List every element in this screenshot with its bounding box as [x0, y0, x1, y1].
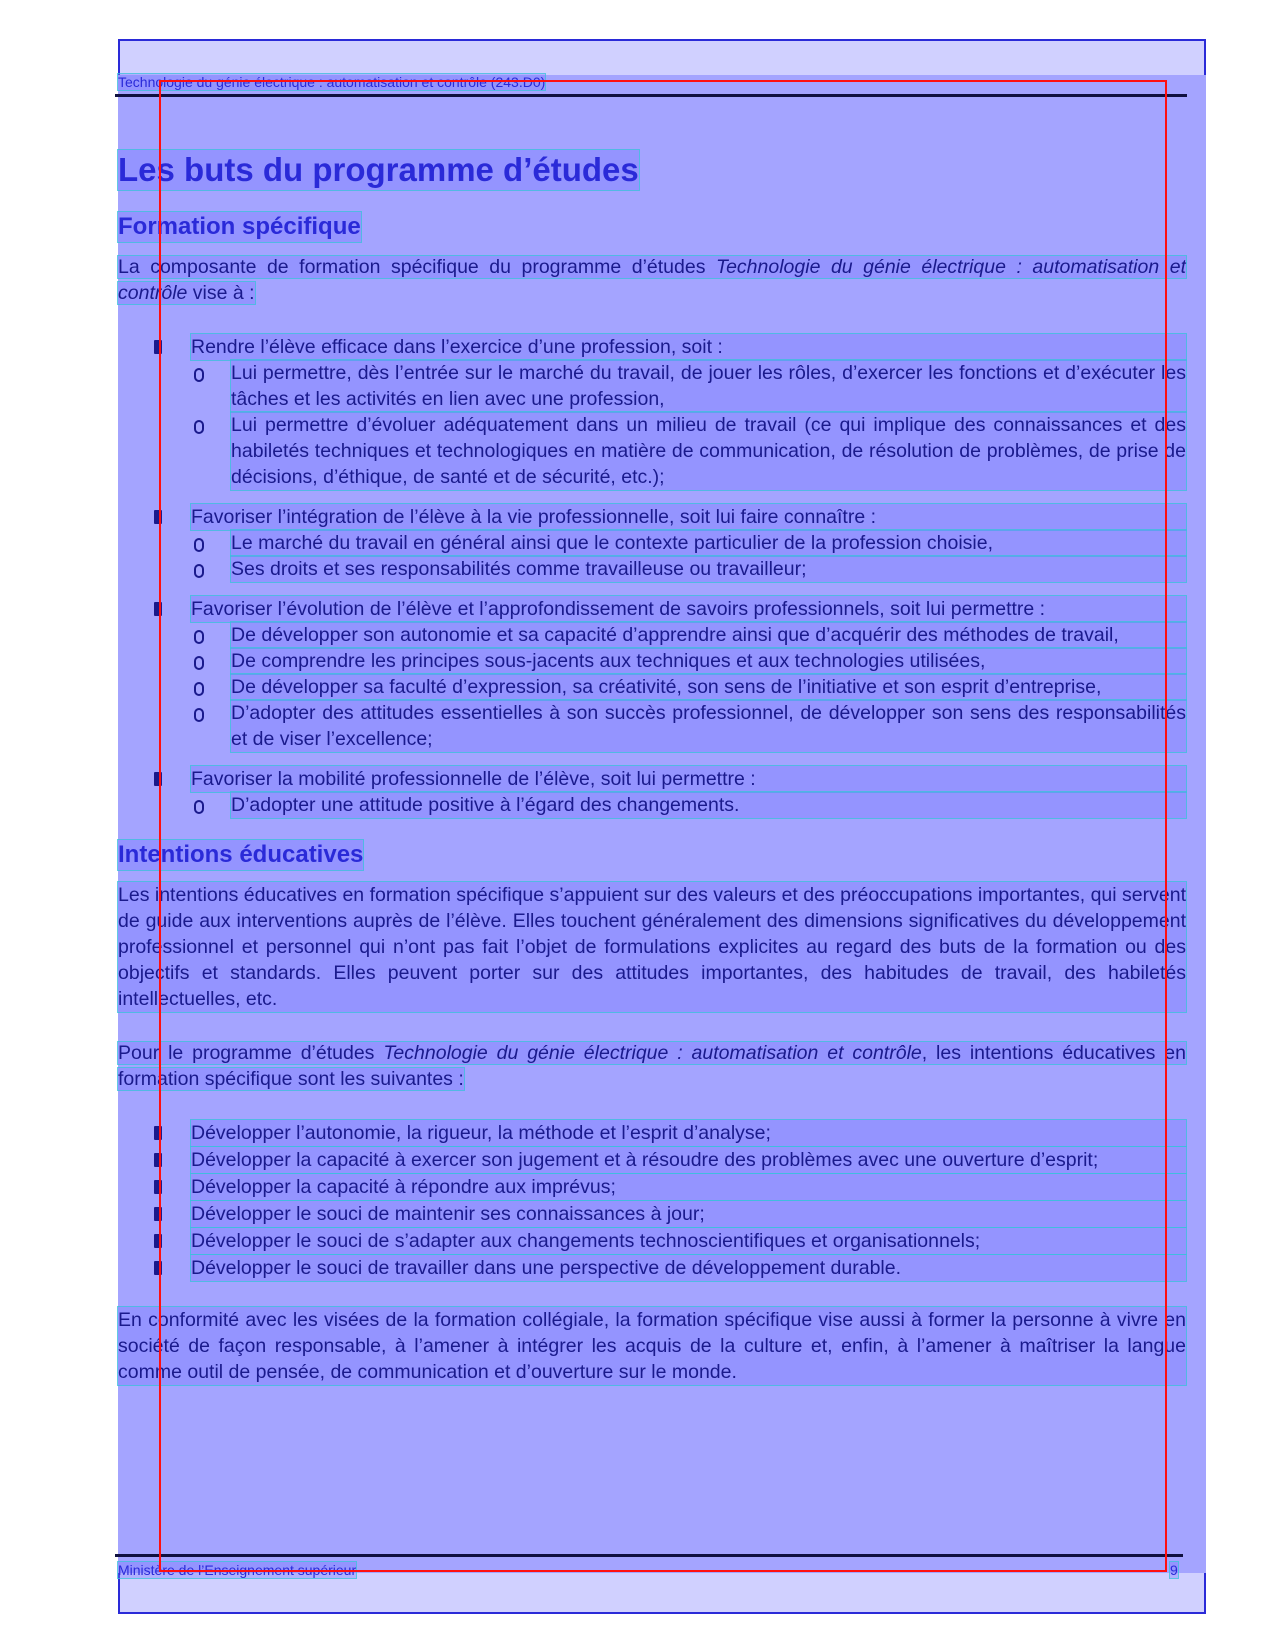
goal-item [118, 504, 1186, 582]
bullet-icon [154, 1180, 162, 1194]
sub-item-text: D’adopter des attitudes essentielles à son succès professionnel, de développer son sens des responsabilités et de viser l’excellence; [231, 702, 1186, 750]
sub-item [191, 792, 1186, 818]
section-heading-intentions: Intentions éducatives [118, 841, 364, 868]
intention-text: Développer le souci de travailler dans une perspective de développement durable. [191, 1255, 1186, 1281]
goal-item [118, 766, 1186, 818]
goal-sublist [191, 622, 1186, 752]
closing-paragraph: En conformité avec les visées de la formation collégiale, la formation spécifique vise aussi à former la personne à vivre en société de façon responsable, à l’amener à intégrer les acquis de la culture et, enfin, à l’amener à maîtriser la langue comme outil de pensée, de communication et d’ouverture sur le monde. [118, 1309, 1186, 1383]
program-name: Technologie du génie électrique : automatisation et contrôle [118, 256, 1186, 304]
intention-text: Développer le souci de maintenir ses connaissances à jour; [191, 1201, 1186, 1227]
circle-bullet-icon [194, 656, 204, 670]
intention-item [118, 1255, 1186, 1281]
intention-text: Développer le souci de s’adapter aux changements technoscientifiques et organisationnels; [191, 1228, 1186, 1254]
goal-item [118, 596, 1186, 752]
goal-text: Rendre l’élève efficace dans l’exercice d’une profession, soit : [191, 334, 1186, 360]
page-title: Les buts du programme d’études [118, 151, 639, 188]
bullet-icon [154, 772, 162, 786]
sub-item-text: D’adopter une attitude positive à l’égard des changements. [231, 792, 1186, 818]
circle-bullet-icon [194, 708, 204, 722]
circle-bullet-icon [194, 630, 204, 644]
intro-text: La composante de formation spécifique du programme d’études [118, 256, 716, 278]
bullet-icon [154, 1126, 162, 1140]
intention-item [118, 1201, 1186, 1227]
sub-item [191, 412, 1186, 490]
goal-sublist [191, 530, 1186, 582]
intention-text: Développer la capacité à répondre aux imprévus; [191, 1174, 1186, 1200]
goals-list [118, 334, 1186, 818]
page-number: 9 [1170, 1562, 1178, 1578]
bullet-icon [154, 1261, 162, 1275]
goal-text: Favoriser l’intégration de l’élève à la vie professionnelle, soit lui faire connaître : [191, 504, 1186, 530]
intention-item [118, 1147, 1186, 1173]
circle-bullet-icon [194, 368, 204, 382]
circle-bullet-icon [194, 682, 204, 696]
bullet-icon [154, 510, 162, 524]
intentions-intro-text: Pour le programme d’études [118, 1042, 384, 1064]
goal-item [118, 334, 1186, 490]
goal-text: Favoriser la mobilité professionnelle de l’élève, soit lui permettre : [191, 766, 1186, 792]
section-heading-formation: Formation spécifique [118, 213, 361, 240]
document-body [118, 150, 1186, 1413]
intentions-intro [118, 1040, 1186, 1092]
sub-item [191, 700, 1186, 752]
sub-item-text: De développer sa faculté d’expression, sa créativité, son sens de l’initiative et son esprit d’entreprise, [231, 674, 1186, 700]
circle-bullet-icon [194, 538, 204, 552]
sub-item [191, 556, 1186, 582]
bullet-icon [154, 1153, 162, 1167]
sub-item-text: Lui permettre, dès l’entrée sur le marché du travail, de jouer les rôles, d’exercer les fonctions et d’exécuter les tâches et les activités en lien avec une profession, [231, 362, 1186, 410]
running-header: Technologie du génie électrique : automatisation et contrôle (243.D0) [118, 74, 546, 90]
circle-bullet-icon [194, 800, 204, 814]
sub-item [191, 648, 1186, 674]
intention-item [118, 1120, 1186, 1146]
bullet-icon [154, 602, 162, 616]
intentions-list [118, 1120, 1186, 1281]
circle-bullet-icon [194, 564, 204, 578]
intention-item [118, 1174, 1186, 1200]
goal-sublist [191, 792, 1186, 818]
header-rule [115, 94, 1187, 97]
intro-paragraph [118, 254, 1186, 306]
sub-item [191, 622, 1186, 648]
sub-item [191, 360, 1186, 412]
intentions-intro-end: , les intentions éducatives en formation spécifique sont les suivantes : [118, 1042, 1186, 1090]
program-name: Technologie du génie électrique : automatisation et contrôle [383, 1042, 922, 1064]
goal-sublist [191, 360, 1186, 490]
sub-item-text: Ses droits et ses responsabilités comme travailleuse ou travailleur; [231, 556, 1186, 582]
goal-text: Favoriser l’évolution de l’élève et l’approfondissement de savoirs professionnels, soit lui permettre : [191, 596, 1186, 622]
sub-item-text: Le marché du travail en général ainsi que le contexte particulier de la profession choisie, [231, 530, 1186, 556]
intention-text: Développer la capacité à exercer son jugement et à résoudre des problèmes avec une ouverture d’esprit; [191, 1147, 1186, 1173]
sub-item [191, 674, 1186, 700]
bullet-icon [154, 340, 162, 354]
sub-item [191, 530, 1186, 556]
intention-text: Développer l’autonomie, la rigueur, la méthode et l’esprit d’analyse; [191, 1120, 1186, 1146]
circle-bullet-icon [194, 420, 204, 434]
footer-rule [115, 1554, 1183, 1557]
sub-item-text: Lui permettre d’évoluer adéquatement dans un milieu de travail (ce qui implique des connaissances et des habiletés techniques et technologiques en matière de communication, de résolution de problèmes, de prise de décisions, d’éthique, de santé et de sécurité, etc.); [231, 414, 1186, 488]
bullet-icon [154, 1207, 162, 1221]
bullet-icon [154, 1234, 162, 1248]
intro-text-end: vise à : [187, 282, 255, 304]
intention-item [118, 1228, 1186, 1254]
sub-item-text: De développer son autonomie et sa capacité d’apprendre ainsi que d’acquérir des méthodes de travail, [231, 622, 1186, 648]
intentions-paragraph: Les intentions éducatives en formation spécifique s’appuient sur des valeurs et des préoccupations importantes, qui servent de guide aux interventions auprès de l’élève. Elles touchent généralement des dimensions significatives du développement professionnel et personnel qui n’ont pas fait l’objet de formulations explicites au regard des buts de la formation ou des objectifs et standards. Elles peuvent porter sur des attitudes importantes, des habitudes de travail, des habiletés intellectuelles, etc. [118, 884, 1186, 1010]
running-footer: Ministère de l’Enseignement supérieur [118, 1562, 357, 1578]
sub-item-text: De comprendre les principes sous-jacents aux techniques et aux technologies utilisées, [231, 648, 1186, 674]
